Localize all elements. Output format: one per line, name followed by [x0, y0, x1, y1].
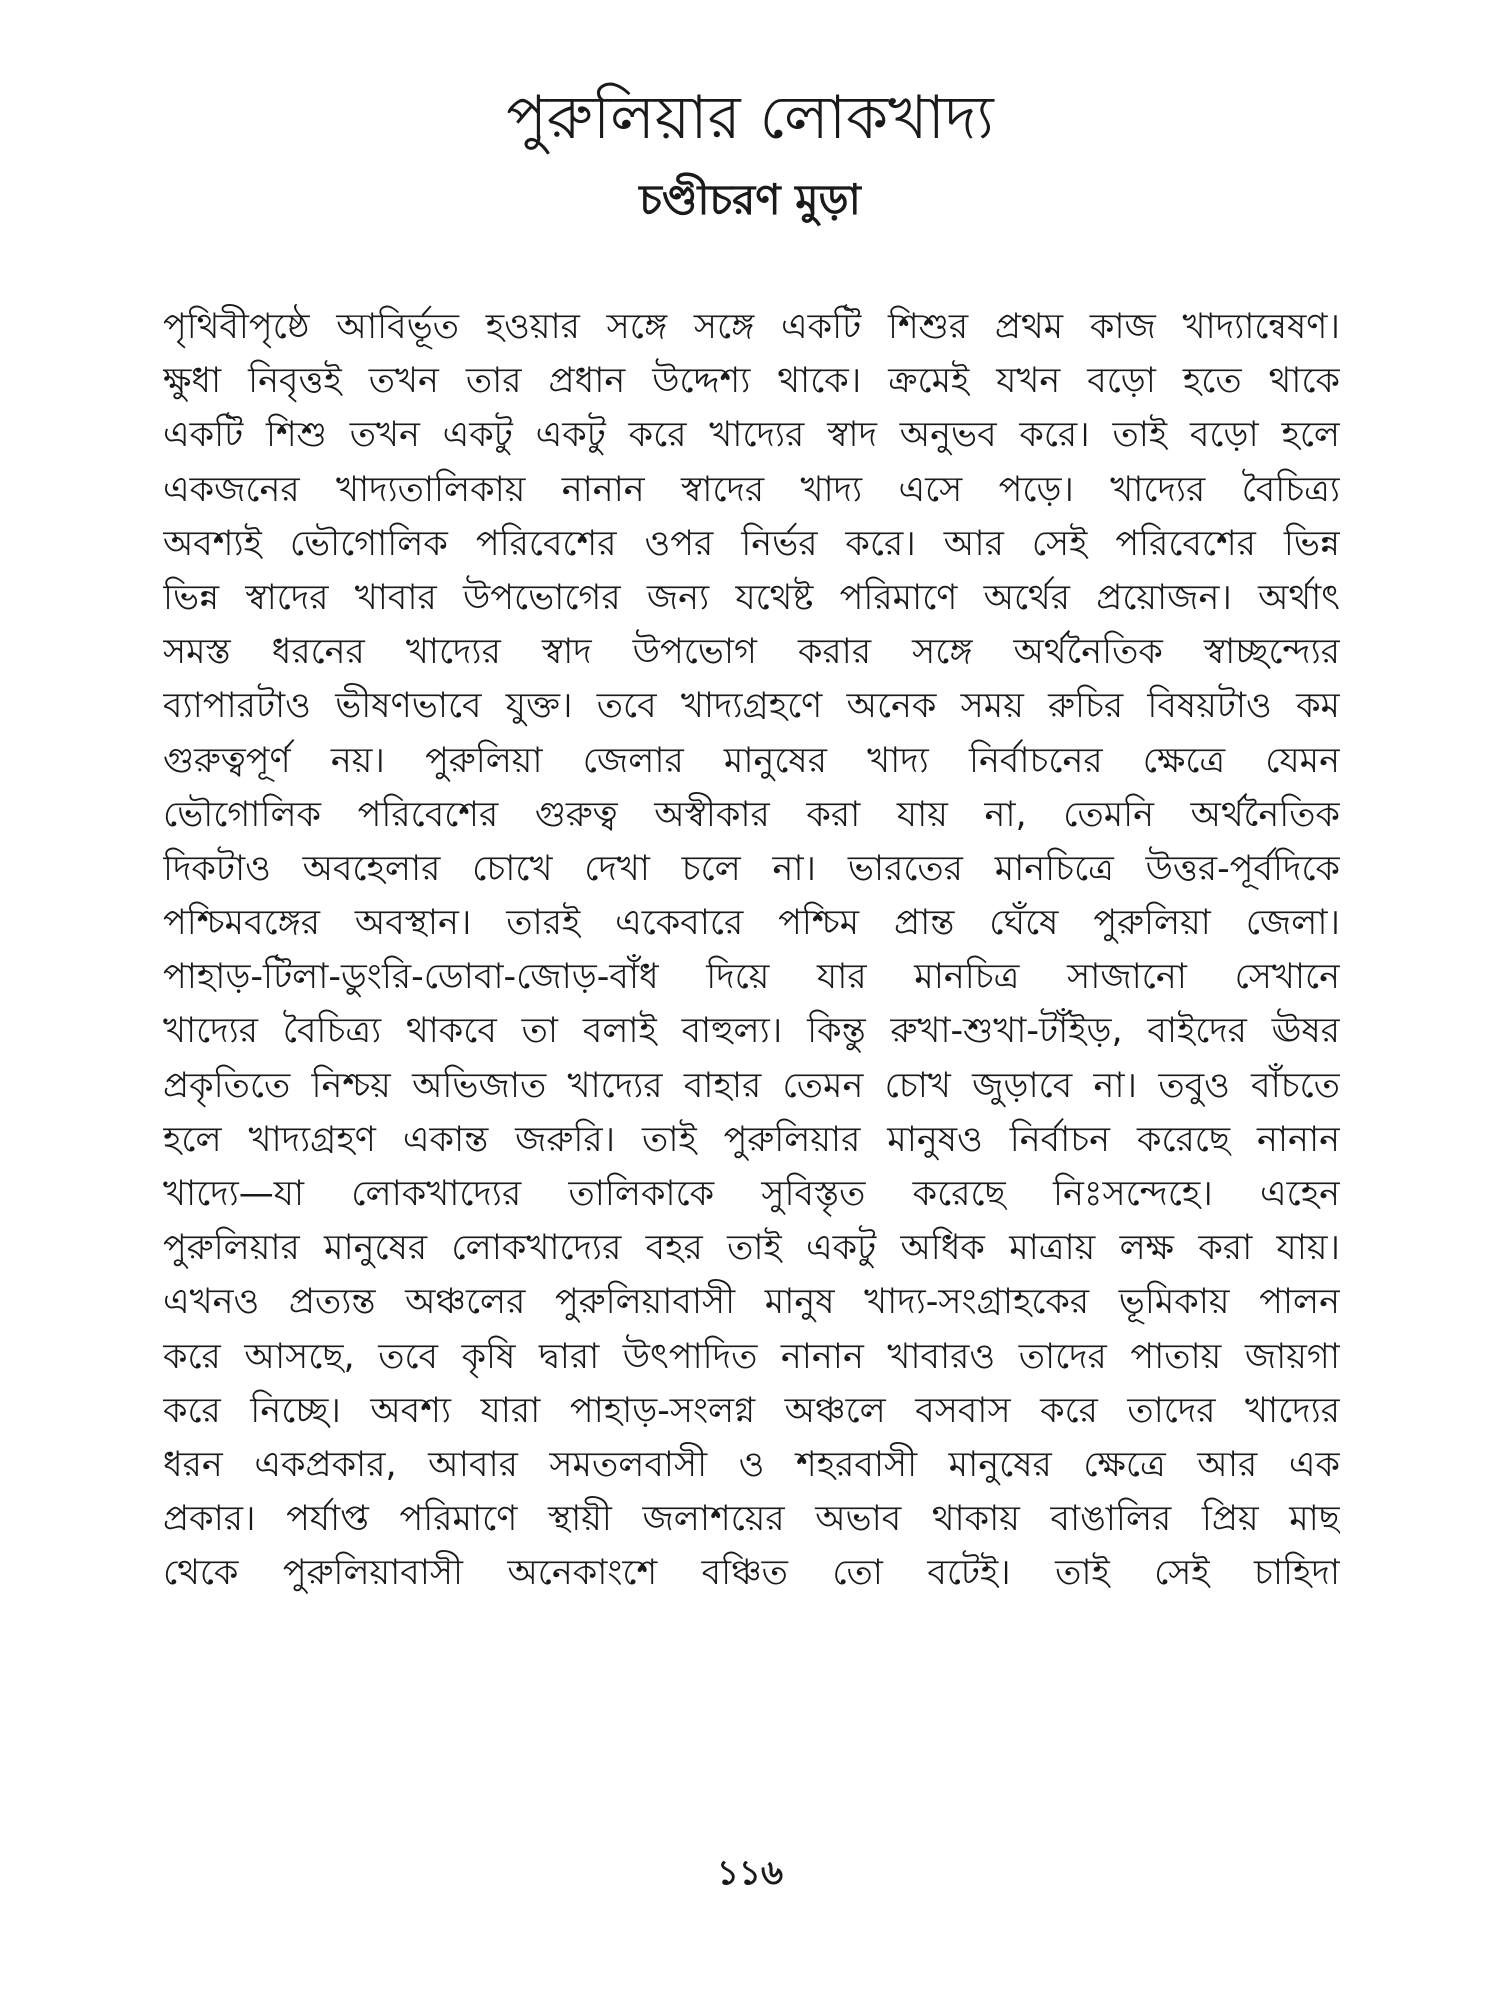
text-line: দিকটাও অবহেলার চোখে দেখা চলে না। ভারতের মানচিত্রে উত্তর-পূর্বদিকে	[163, 848, 1340, 889]
text-line: সমস্ত ধরনের খাদ্যের স্বাদ উপভোগ করার সঙ্গে অর্থনৈতিক স্বাচ্ছন্দ্যের	[163, 632, 1340, 673]
text-line: প্রকৃতিতে নিশ্চয় অভিজাত খাদ্যের বাহার তেমন চোখ জুড়াবে না। তবুও বাঁচতে	[163, 1065, 1340, 1106]
text-line: করে নিচ্ছে। অবশ্য যারা পাহাড়-সংলগ্ন অঞ্চলে বসবাস করে তাদের খাদ্যের	[163, 1390, 1340, 1431]
text-line: ভিন্ন স্বাদের খাবার উপভোগের জন্য যথেষ্ট পরিমাণে অর্থের প্রয়োজন। অর্থাৎ	[163, 577, 1340, 618]
text-line: ক্ষুধা নিবৃত্তই তখন তার প্রধান উদ্দেশ্য থাকে। ক্রমেই যখন বড়ো হতে থাকে	[163, 361, 1340, 402]
text-line: এখনও প্রত্যন্ত অঞ্চলের পুরুলিয়াবাসী মানুষ খাদ্য-সংগ্রাহকের ভূমিকায় পালন	[163, 1282, 1340, 1323]
text-line: খাদ্যের বৈচিত্র্য থাকবে তা বলাই বাহুল্য। কিন্তু রুখা-শুখা-টাঁইড়, বাইদের ঊষর	[163, 1011, 1340, 1052]
text-line: করে আসছে, তবে কৃষি দ্বারা উৎপাদিত নানান খাবারও তাদের পাতায় জায়গা	[163, 1336, 1340, 1377]
text-line: হলে খাদ্যগ্রহণ একান্ত জরুরি। তাই পুরুলিয়ার মানুষও নির্বাচন করেছে নানান	[163, 1119, 1340, 1160]
text-line: প্রকার। পর্যাপ্ত পরিমাণে স্থায়ী জলাশয়ের অভাব থাকায় বাঙালির প্রিয় মাছ	[163, 1499, 1340, 1540]
text-line: পৃথিবীপৃষ্ঠে আবির্ভূত হওয়ার সঙ্গে সঙ্গে একটি শিশুর প্রথম কাজ খাদ্যান্বেষণ।	[163, 307, 1340, 347]
text-line: পাহাড়-টিলা-ডুংরি-ডোবা-জোড়-বাঁধ দিয়ে যার মানচিত্র সাজানো সেখানে	[163, 957, 1340, 998]
chapter-title: পুরুলিয়ার লোকখাদ্য	[506, 83, 994, 153]
text-line: ধরন একপ্রকার, আবার সমতলবাসী ও শহরবাসী মানুষের ক্ষেত্রে আর এক	[163, 1444, 1340, 1485]
text-line: একটি শিশু তখন একটু একটু করে খাদ্যের স্বাদ অনুভব করে। তাই বড়ো হলে	[163, 415, 1340, 456]
text-line: একজনের খাদ্যতালিকায় নানান স্বাদের খাদ্য এসে পড়ে। খাদ্যের বৈচিত্র্য	[163, 469, 1340, 510]
text-line: পশ্চিমবঙ্গের অবস্থান। তারই একেবারে পশ্চিম প্রান্ত ঘেঁষে পুরুলিয়া জেলা।	[163, 903, 1340, 944]
text-line: ব্যাপারটাও ভীষণভাবে যুক্ত। তবে খাদ্যগ্রহণে অনেক সময় রুচির বিষয়টাও কম	[163, 686, 1340, 727]
page-number: ১১৬	[716, 1853, 784, 1893]
text-line: ভৌগোলিক পরিবেশের গুরুত্ব অস্বীকার করা যায় না, তেমনি অর্থনৈতিক	[163, 794, 1340, 835]
text-line: গুরুত্বপূর্ণ নয়। পুরুলিয়া জেলার মানুষের খাদ্য নির্বাচনের ক্ষেত্রে যেমন	[163, 740, 1340, 781]
text-line: পুরুলিয়ার মানুষের লোকখাদ্যের বহর তাই একটু অধিক মাত্রায় লক্ষ করা যায়।	[163, 1228, 1340, 1269]
author-name: চণ্ডীচরণ মুড়া	[639, 175, 861, 224]
text-line: অবশ্যই ভৌগোলিক পরিবেশের ওপর নির্ভর করে। আর সেই পরিবেশের ভিন্ন	[163, 523, 1340, 564]
body-paragraph	[163, 300, 1340, 1601]
text-line: থেকে পুরুলিয়াবাসী অনেকাংশে বঞ্চিত তো বটেই। তাই সেই চাহিদা	[163, 1553, 1340, 1594]
text-line: খাদ্যে—যা লোকখাদ্যের তালিকাকে সুবিস্তৃত করেছে নিঃসন্দেহে। এহেন	[163, 1174, 1340, 1214]
